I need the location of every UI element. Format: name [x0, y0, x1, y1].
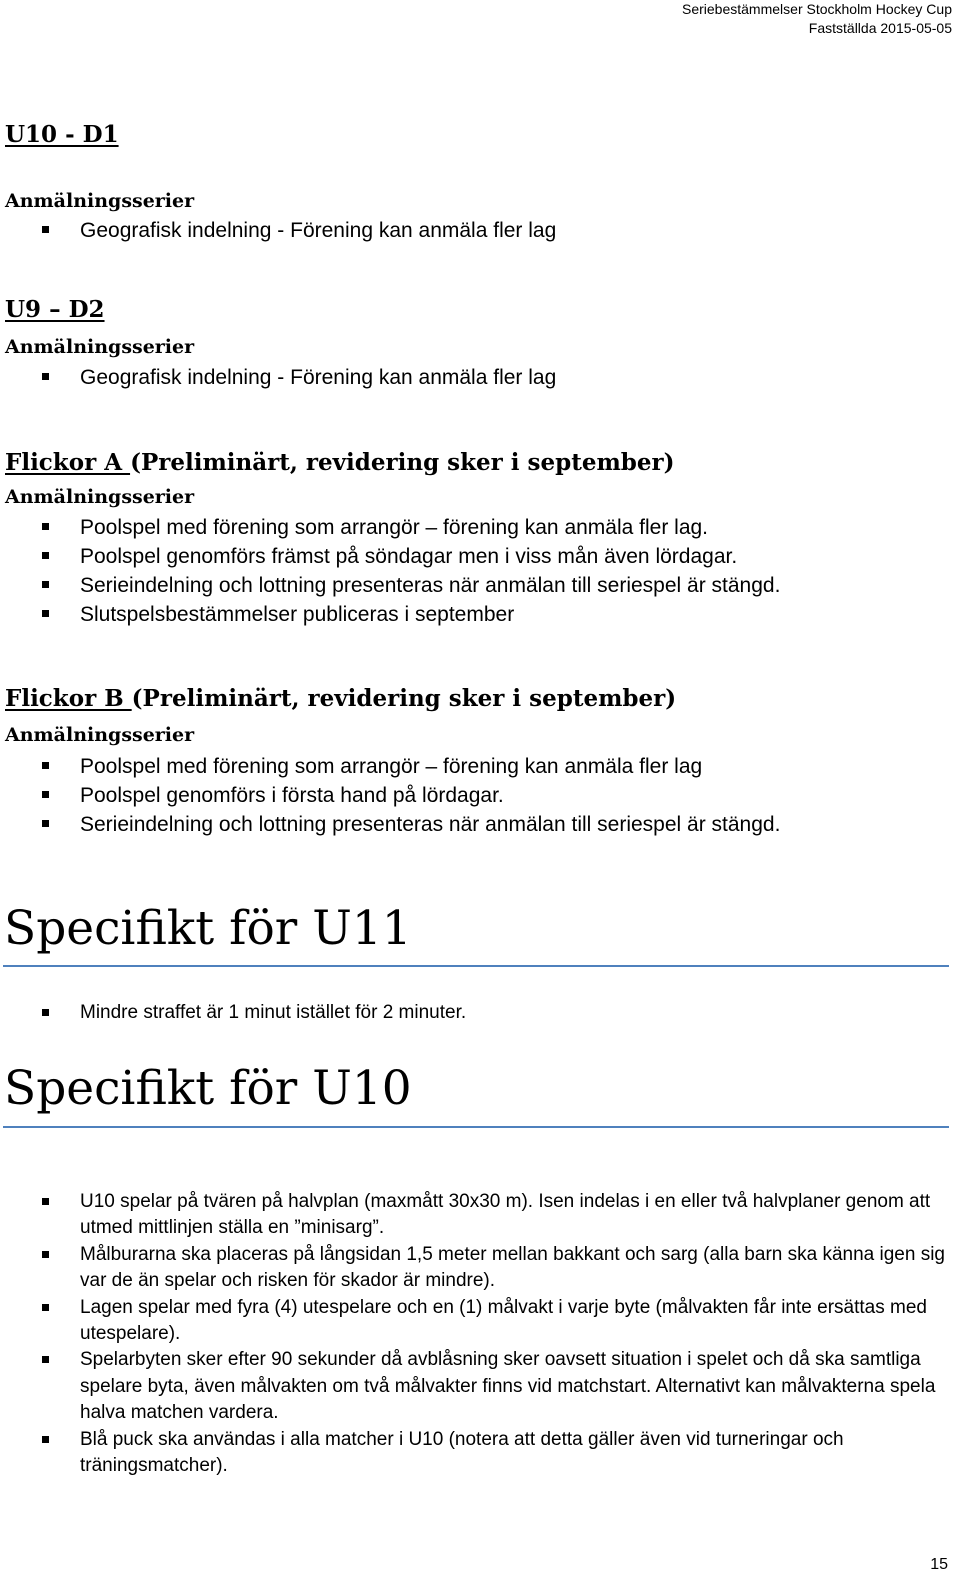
square-bullet-icon [42, 820, 49, 827]
list-item: Blå puck ska användas i alla matcher i U10 (notera att detta gäller även vid turneringar och träningsmatcher). [0, 1427, 950, 1480]
heading-divider [3, 965, 949, 967]
square-bullet-icon [42, 1356, 49, 1363]
square-bullet-icon [42, 1009, 49, 1016]
header-title: Seriebestämmelser Stockholm Hockey Cup [682, 1, 952, 17]
section-title-u9-d2 [5, 295, 105, 325]
list-item: Geografisk indelning - Förening kan anmäla fler lag [0, 363, 950, 392]
section-subheading: Anmälningsserier [5, 190, 195, 212]
square-bullet-icon [42, 1436, 49, 1443]
page-header [682, 0, 952, 38]
section-title-underlined: Flickor B [5, 685, 132, 712]
bullet-list-flickor-a [0, 513, 950, 629]
bullet-list-u9-d2 [0, 363, 950, 392]
list-item: Poolspel med förening som arrangör – förening kan anmäla fler lag [0, 752, 950, 781]
bullet-list-u11 [0, 1000, 950, 1026]
section-title-rest: (Preliminärt, revidering sker i september) [130, 449, 675, 476]
square-bullet-icon [42, 762, 49, 769]
list-item: Geografisk indelning - Förening kan anmäla fler lag [0, 216, 950, 245]
bullet-list-u10-d1 [0, 216, 950, 245]
section-title-u10-d1 [5, 120, 119, 150]
section-title-flickor-b [5, 684, 676, 714]
list-item: Målburarna ska placeras på långsidan 1,5 meter mellan bakkant och sarg (alla barn ska känna igen sig var de än spelar och risken för skador är mindre). [0, 1242, 950, 1295]
section-title-flickor-a [5, 448, 675, 478]
list-item: Serieindelning och lottning presenteras när anmälan till seriespel är stängd. [0, 571, 950, 600]
section-subheading: Anmälningsserier [5, 336, 195, 358]
list-item: Spelarbyten sker efter 90 sekunder då avblåsning sker oavsett situation i spelet och då ska samtliga spelare byta, även målvakten om två målvakter finns vid matchstart. Alternativt kan målvakterna spela halva matchen vardera. [0, 1347, 950, 1426]
square-bullet-icon [42, 1304, 49, 1311]
page-number: 15 [930, 1556, 948, 1573]
header-date: Fastställda 2015-05-05 [808, 20, 952, 36]
list-item: Poolspel genomförs i första hand på lördagar. [0, 781, 950, 810]
square-bullet-icon [42, 373, 49, 380]
section-title-underlined: Flickor A [5, 449, 131, 476]
list-item: Mindre straffet är 1 minut istället för 2 minuter. [0, 1000, 950, 1026]
bullet-list-u10 [0, 1189, 950, 1479]
bullet-list-flickor-b [0, 752, 950, 839]
section-title-underlined: U10 - D1 [5, 121, 119, 148]
section-title-underlined: U9 – D2 [5, 296, 105, 323]
list-item: Serieindelning och lottning presenteras när anmälan till seriespel är stängd. [0, 810, 950, 839]
heading-divider [3, 1126, 949, 1128]
list-item: Lagen spelar med fyra (4) utespelare och en (1) målvakt i varje byte (målvakten får inte ersättas med utespelare). [0, 1295, 950, 1348]
section-title-rest: (Preliminärt, revidering sker i september) [131, 685, 677, 712]
square-bullet-icon [42, 610, 49, 617]
list-item: Slutspelsbestämmelser publiceras i september [0, 600, 950, 629]
square-bullet-icon [42, 523, 49, 530]
heading-specifikt-u11: Specifikt för U11 [4, 901, 412, 956]
list-item: Poolspel med förening som arrangör – förening kan anmäla fler lag. [0, 513, 950, 542]
square-bullet-icon [42, 1198, 49, 1205]
list-item: Poolspel genomförs främst på söndagar men i viss mån även lördagar. [0, 542, 950, 571]
square-bullet-icon [42, 791, 49, 798]
square-bullet-icon [42, 552, 49, 559]
heading-specifikt-u10: Specifikt för U10 [4, 1061, 412, 1116]
section-subheading: Anmälningsserier [5, 724, 195, 746]
list-item: U10 spelar på tvären på halvplan (maxmått 30x30 m). Isen indelas i en eller två halvplaner genom att utmed mittlinjen ställa en ”minisarg”. [0, 1189, 950, 1242]
square-bullet-icon [42, 226, 49, 233]
square-bullet-icon [42, 1251, 49, 1258]
section-subheading: Anmälningsserier [5, 486, 195, 508]
square-bullet-icon [42, 581, 49, 588]
